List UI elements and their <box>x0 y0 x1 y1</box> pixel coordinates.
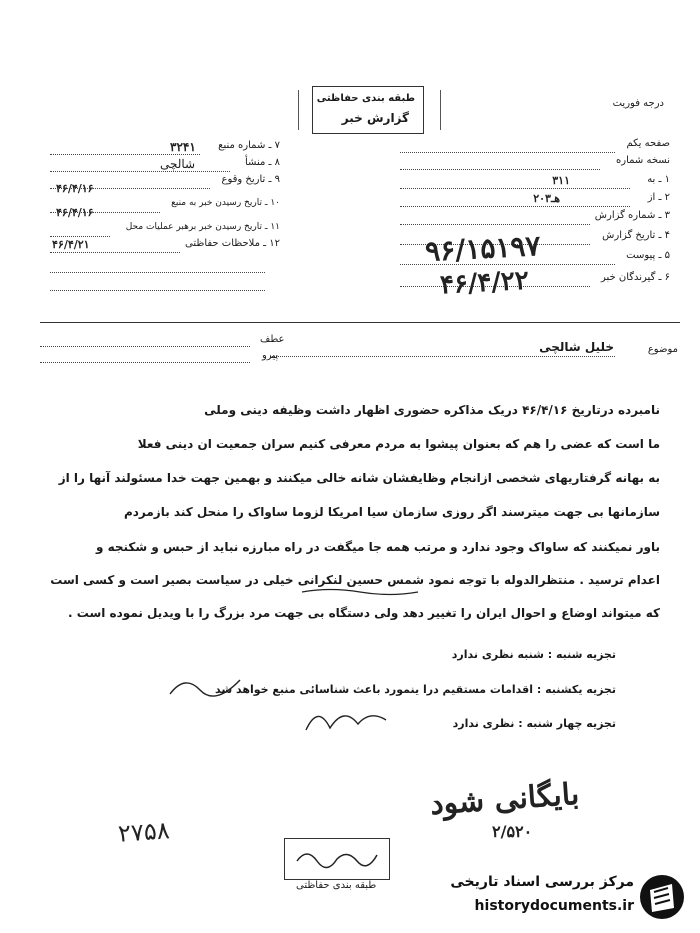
field-row <box>50 174 280 195</box>
field-label: ۹ ـ تاریخ وقوع <box>221 174 280 185</box>
watermark-org: مرکز بررسی اسناد تاریخی <box>450 874 634 890</box>
handwritten-number-b: ۴۶/۴/۲۲ <box>439 265 530 301</box>
field-label: نسخه شماره <box>616 155 670 166</box>
field-row <box>400 174 670 190</box>
field-label: ۴ ـ تاریخ گزارش <box>602 230 670 241</box>
field-label: ۵ ـ پیوست <box>626 250 670 261</box>
classification-label: طبقه بندی حفاظتی <box>316 93 415 104</box>
field-value: ۳۲۴۱ <box>170 140 196 154</box>
watermark <box>410 868 690 928</box>
signature-box <box>284 838 390 880</box>
field-label: ۱۲ ـ ملاحظات حفاظتی <box>185 238 280 249</box>
field-row <box>400 138 670 154</box>
field-value: ۴۶/۴/۲۱ <box>52 238 90 251</box>
field-row <box>50 157 280 173</box>
analysis-text: اقدامات مستقیم درا ینمورد باعث شناسائی منبع خواهد شد <box>215 683 534 696</box>
signature-caption: طبقه بندی حفاظتی <box>296 880 377 891</box>
body-line: که میتواند اوضاع و احوال ایران را تغییر دهد ولی دستگاه بی جهت مرد بزرگ را با ویدیل نموده است . <box>68 606 660 620</box>
body-line: باور نمیکنند که ساواک وجود ندارد و مرتب همه جا میگفت در راه مبارزه نباید از حبس و شکنجه و <box>95 540 660 554</box>
watermark-site: historydocuments.ir <box>474 898 634 914</box>
field-value: ۴۶/۴/۱۶ <box>56 182 94 195</box>
classification-box <box>312 86 424 134</box>
field-label: صفحه یکم <box>626 138 670 149</box>
field-label: ۲ ـ از <box>647 192 670 203</box>
handwritten-scribble <box>165 672 245 702</box>
analysis-sunday <box>215 683 616 696</box>
analysis-text: شنبه نظری ندارد <box>451 648 544 661</box>
field-row <box>400 210 670 226</box>
box-bracket <box>298 90 309 130</box>
handwritten-scribble <box>300 700 390 740</box>
subject-value: خلیل شالچی <box>539 340 614 354</box>
field-label: ۱ ـ به <box>647 174 670 185</box>
field-row <box>50 140 280 156</box>
margin-number: ۲۷۵۸ <box>117 816 171 848</box>
priority-label: درجه فوریت <box>612 98 664 109</box>
analysis-saturday <box>452 648 616 661</box>
analysis-wednesday <box>453 717 616 730</box>
handwritten-number-a: ۹۶/۱۵۱۹۷ <box>424 229 542 268</box>
field-row <box>50 198 280 219</box>
field-value: ۲۰هـ۳ <box>533 192 560 205</box>
body-line: به بهانه گرفتاریهای شخصی ازانجام وظایفشان شانه خالی میکنند و بهمین جهت خدا مسئولند آنها را از <box>58 471 660 485</box>
archive-logo-icon <box>638 872 686 922</box>
field-row <box>400 155 670 171</box>
archive-number: ۲/۵۲۰ <box>492 822 533 841</box>
field-value: شالچی <box>160 157 196 171</box>
field-row <box>400 192 670 208</box>
divider <box>40 322 680 323</box>
follow-label: پیرو <box>262 350 279 361</box>
field-label: ۷ ـ شماره منبع <box>218 140 280 151</box>
analysis-label: تجزیه شنبه : <box>547 648 616 661</box>
signature-icon <box>293 843 381 869</box>
field-value: ۳۱۱ <box>552 174 570 187</box>
body-line: ما است که عضی را هم که بعنوان پیشوا به مردم معرفی کنیم سران جمعیت ان دینی فعلا <box>137 437 660 451</box>
box-bracket-right <box>430 90 441 130</box>
subject-label: موضوع <box>647 344 678 355</box>
underline-mark <box>300 586 420 598</box>
body-line: اعدام ترسید . منتظرالدوله با توجه نمود شمس حسین لنکرانی خیلی در سیاست بصیر است و کسی است <box>50 573 660 587</box>
field-label: ۸ ـ منشأ <box>244 157 280 168</box>
analysis-label: تجزیه یکشنبه : <box>536 683 616 696</box>
field-label: ۱۰ ـ تاریخ رسیدن خبر به منبع <box>171 198 280 208</box>
ref-label: عطف <box>260 334 285 345</box>
body-line: نامبرده درتاریخ ۴۶/۴/۱۶ دریک مذاکره حضوری اظهار داشت وظیفه دینی وملی <box>204 403 660 417</box>
analysis-label: تجزیه چهار شنبه : <box>518 717 616 730</box>
field-value: ۴۶/۴/۱۶ <box>56 206 94 219</box>
field-label: ۳ ـ شماره گزارش <box>594 210 670 221</box>
report-title: گزارش خبر <box>341 111 409 125</box>
field-row <box>50 238 280 254</box>
field-label: ۶ ـ گیرندگان خبر <box>600 272 670 283</box>
field-label: ۱۱ ـ تاریخ رسیدن خبر برهبر عملیات محل <box>125 222 280 232</box>
archive-stamp: بایگانی شود <box>428 776 581 823</box>
body-line: سازمانها بی جهت میترسند اگر روزی سازمان سیا امریکا لزوما ساواک را منحل کند بازمردم <box>123 505 660 519</box>
analysis-text: نظری ندارد <box>452 717 515 730</box>
field-row <box>50 222 280 238</box>
